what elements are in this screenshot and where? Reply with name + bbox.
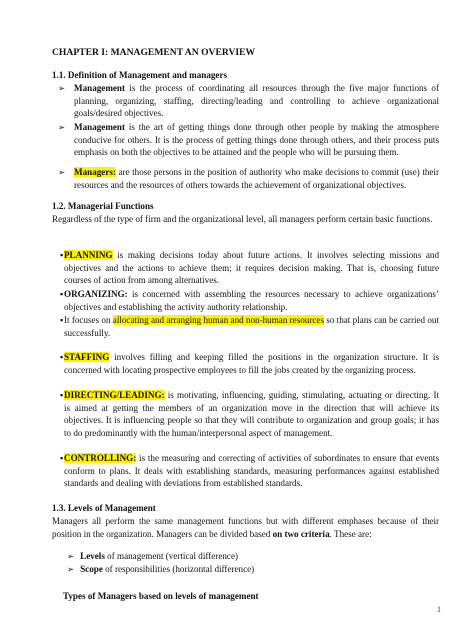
arrow-bullet-icon: ➢	[58, 167, 66, 177]
levels-intro-text: Managers all perform the same management functions but with different emphases because of their position in the organization. Managers can be divided based	[52, 516, 439, 539]
page-number: 1	[437, 605, 441, 614]
term-staffing-highlight: STAFFING	[64, 352, 110, 362]
square-bullet-icon: ▪	[60, 453, 64, 463]
organizing-focus	[52, 314, 439, 339]
focus-highlight: allocating and arranging human and non-human resources	[112, 315, 324, 325]
arrow-bullet-icon: ➢	[58, 122, 66, 132]
square-bullet-icon: ▪	[60, 390, 64, 400]
chapter-title: CHAPTER I: MANAGEMENT AN OVERVIEW	[52, 47, 256, 58]
criteria-levels	[67, 550, 238, 563]
definition-bullet-3	[52, 166, 439, 191]
term-levels: Levels	[80, 551, 105, 561]
definition-text: is the process of coordinating all resources through the five major functions of planning, organizing, staffing, directing/leading and controlling to achieve organizational goals/desired objectives.	[74, 83, 439, 119]
function-controlling	[52, 452, 439, 490]
term-directing-highlight: DIRECTING/LEADING:	[64, 390, 165, 400]
function-text: involves filling and keeping filled the positions in the organization structure. It is concerned with locating prospective employees to fill the jobs created by the organizing process.	[64, 352, 439, 375]
term-management: Management	[74, 83, 126, 93]
functions-intro: Regardless of the type of firm and the organizational level, all managers perform certain basic functions.	[52, 214, 433, 224]
arrow-bullet-icon: ➢	[58, 83, 66, 93]
function-organizing	[52, 288, 439, 313]
focus-text-end: so that plans can be carried out successfully.	[64, 315, 439, 338]
function-staffing	[52, 351, 439, 376]
square-bullet-icon: ▪	[60, 250, 64, 260]
types-heading: Types of Managers based on levels of management	[63, 591, 259, 601]
function-text: is making decisions today about future actions. It involves selecting missions and objectives and the actions to achieve them; it requires decision making. That is, choosing future courses of action from among alternatives.	[64, 250, 439, 286]
levels-intro	[52, 515, 439, 540]
section-heading-functions: 1.2. Managerial Functions	[52, 201, 154, 211]
term-management: Management	[74, 122, 126, 132]
definition-text: is the art of getting things done through other people by making the atmosphere conducive for others. It is the process of getting things done through others, and their process puts emphasis on both the objectives to be attained and the people who will be pursuing them.	[74, 122, 439, 158]
function-text: is motivating, influencing, guiding, stimulating, actuating or directing. It is aimed at getting the members of an organization move in the direction that will achieve its objectives. It is influencing people so that they will contribute to organization and group goals; it has to do predominantly with the human/interpersonal aspect of management.	[64, 390, 439, 438]
function-text: is the measuring and correcting of activities of subordinates to ensure that events conform to plans. It deals with establishing standards, measuring performances against established standards and dealing with deviations from established standards.	[64, 453, 439, 489]
square-bullet-icon: ▪	[60, 352, 64, 362]
focus-text: It focuses on	[64, 315, 113, 325]
arrow-bullet-icon: ➢	[67, 551, 75, 561]
section-heading-levels: 1.3. Levels of Management	[52, 503, 156, 513]
term-scope: Scope	[80, 564, 103, 574]
definition-bullet-2	[52, 121, 439, 159]
arrow-bullet-icon: ➢	[67, 564, 75, 574]
definition-text: are those persons in the position of authority who make decisions to commit (use) their resources and the resources of others towards the achievement of organizational objectives.	[74, 167, 439, 190]
square-bullet-icon: ▪	[60, 289, 64, 299]
term-managers-highlight: Managers:	[74, 167, 116, 177]
criteria-text: of responsibilities (horizontal difference)	[102, 564, 255, 574]
section-heading-definition: 1.1. Definition of Management and managers	[52, 70, 228, 80]
criteria-text: of management (vertical difference)	[104, 551, 239, 561]
criteria-scope	[67, 563, 254, 576]
function-planning	[52, 249, 439, 287]
term-controlling-highlight: CONTROLLING:	[64, 453, 137, 463]
definition-bullet-1	[52, 82, 439, 120]
function-text: is concerned with assembling the resources necessary to achieve organizations’ objectives and establishing the activity authority relationship.	[64, 289, 439, 312]
square-bullet-icon: ▪	[60, 315, 64, 325]
levels-intro-bold: on two criteria	[272, 528, 330, 539]
term-organizing: ORGANIZING:	[64, 289, 128, 299]
levels-intro-end: . These are:	[329, 528, 372, 539]
term-planning-highlight: PLANNING	[64, 250, 113, 260]
function-directing	[52, 389, 439, 439]
